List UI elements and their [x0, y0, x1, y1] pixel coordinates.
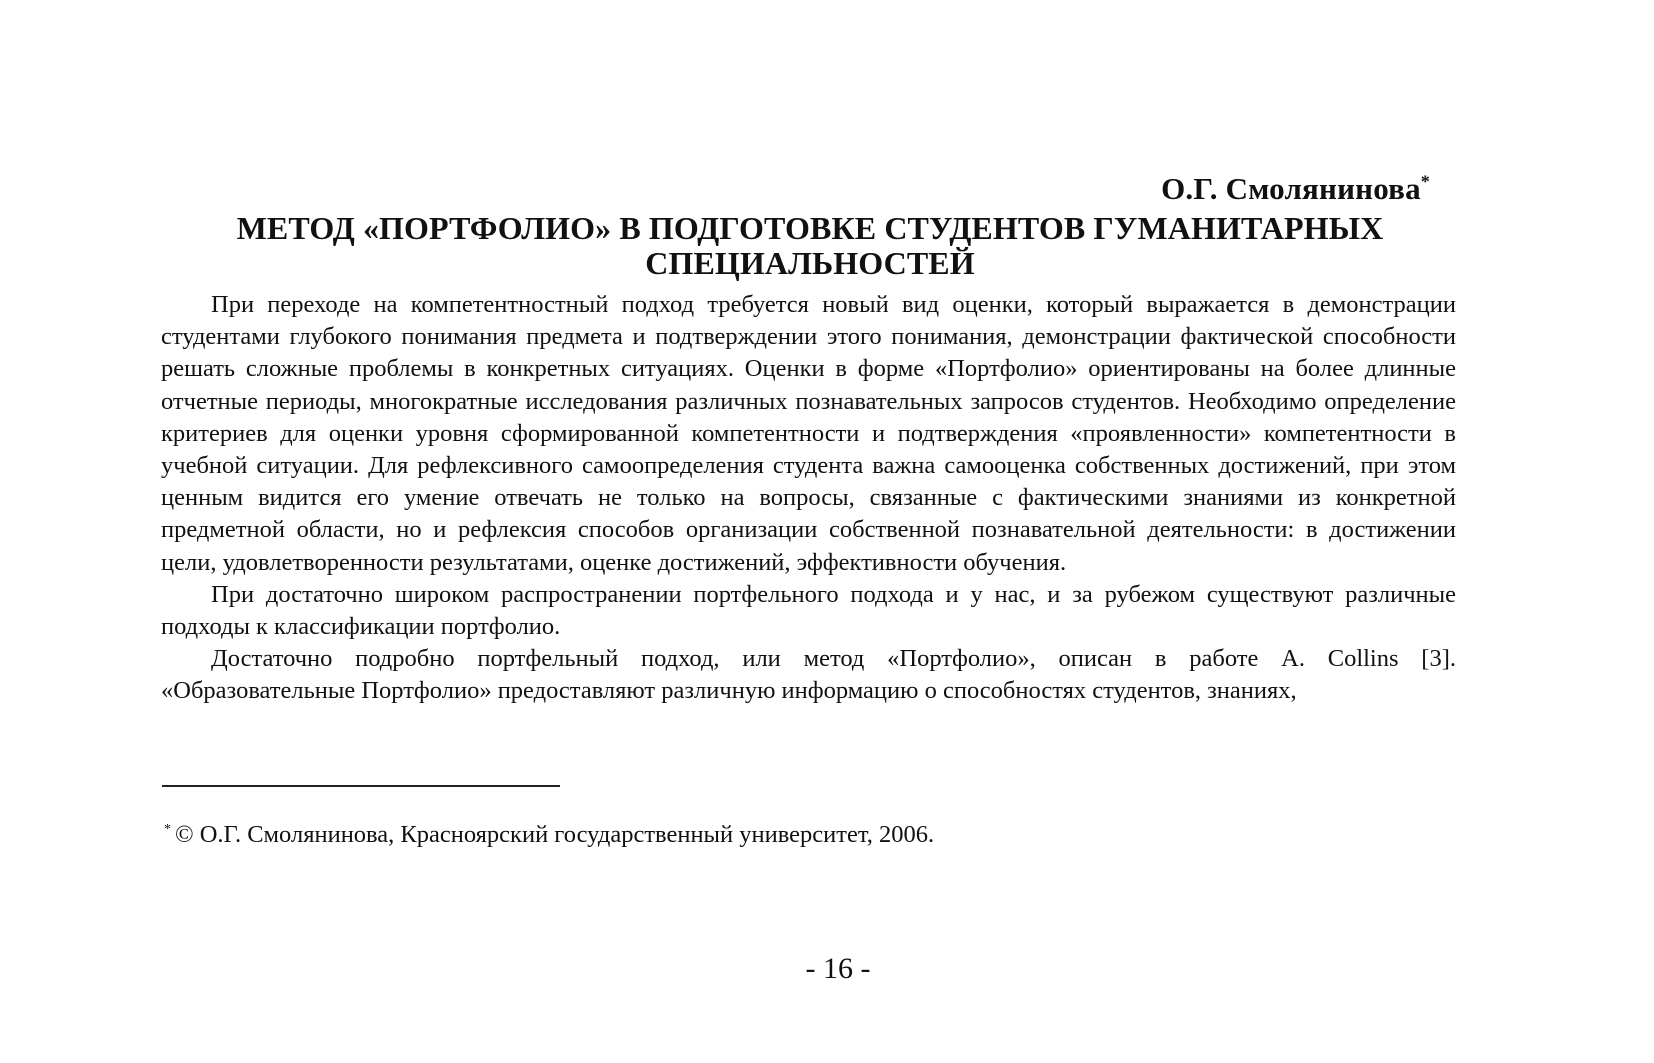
author-footnote-marker: *	[1420, 171, 1430, 192]
author-line	[1161, 172, 1430, 206]
paragraph-2: При достаточно широком распространении портфельного подхода и у нас, и за рубежом существуют различные подходы к классификации портфолио.	[161, 580, 1456, 641]
article-title: МЕТОД «ПОРТФОЛИО» В ПОДГОТОВКЕ СТУДЕНТОВ ГУМАНИТАРНЫХ СПЕЦИАЛЬНОСТЕЙ	[236, 210, 1384, 281]
author-name: О.Г. Смолянинова	[1161, 171, 1421, 206]
paragraph-1: При переходе на компетентностный подход требуется новый вид оценки, который выражается в демонстрации студентами глубокого понимания предмета и подтверждении этого понимания, демонстрации фактической способности решать сложные проблемы в конкретных ситуациях. Оценки в форме «Портфолио» ориентированы на более длинные отчетные периоды, многократные исследования различных познавательных запросов студентов. Необходимо определение критериев для оценки уровня сформированной компетентности и подтверждения «проявленности» компетентности в учебной ситуации. Для рефлексивного самоопределения студента важна самооценка собственных достижений, при этом ценным видится его умение отвечать не только на вопросы, связанные с фактическими знаниями из конкретной предметной области, но и рефлексия способов организации собственной познавательной деятельности: в достижении цели, удовлетворенности результатами, оценке достижений, эффективности обучения.	[161, 291, 1456, 576]
footnote-marker: *	[164, 821, 171, 837]
paragraph-3: Достаточно подробно портфельный подход, или метод «Портфолио», описан в работе A. Collins [3]. «Образовательные Портфолио» предоставляют различную информацию о способностях студентов, знаниях,	[161, 645, 1456, 705]
article-body	[161, 289, 1456, 708]
page-number: - 16 -	[805, 952, 871, 985]
footnote	[164, 820, 934, 850]
footnote-divider	[162, 785, 560, 787]
footnote-text: © О.Г. Смолянинова, Красноярский государственный университет, 2006.	[175, 821, 935, 848]
